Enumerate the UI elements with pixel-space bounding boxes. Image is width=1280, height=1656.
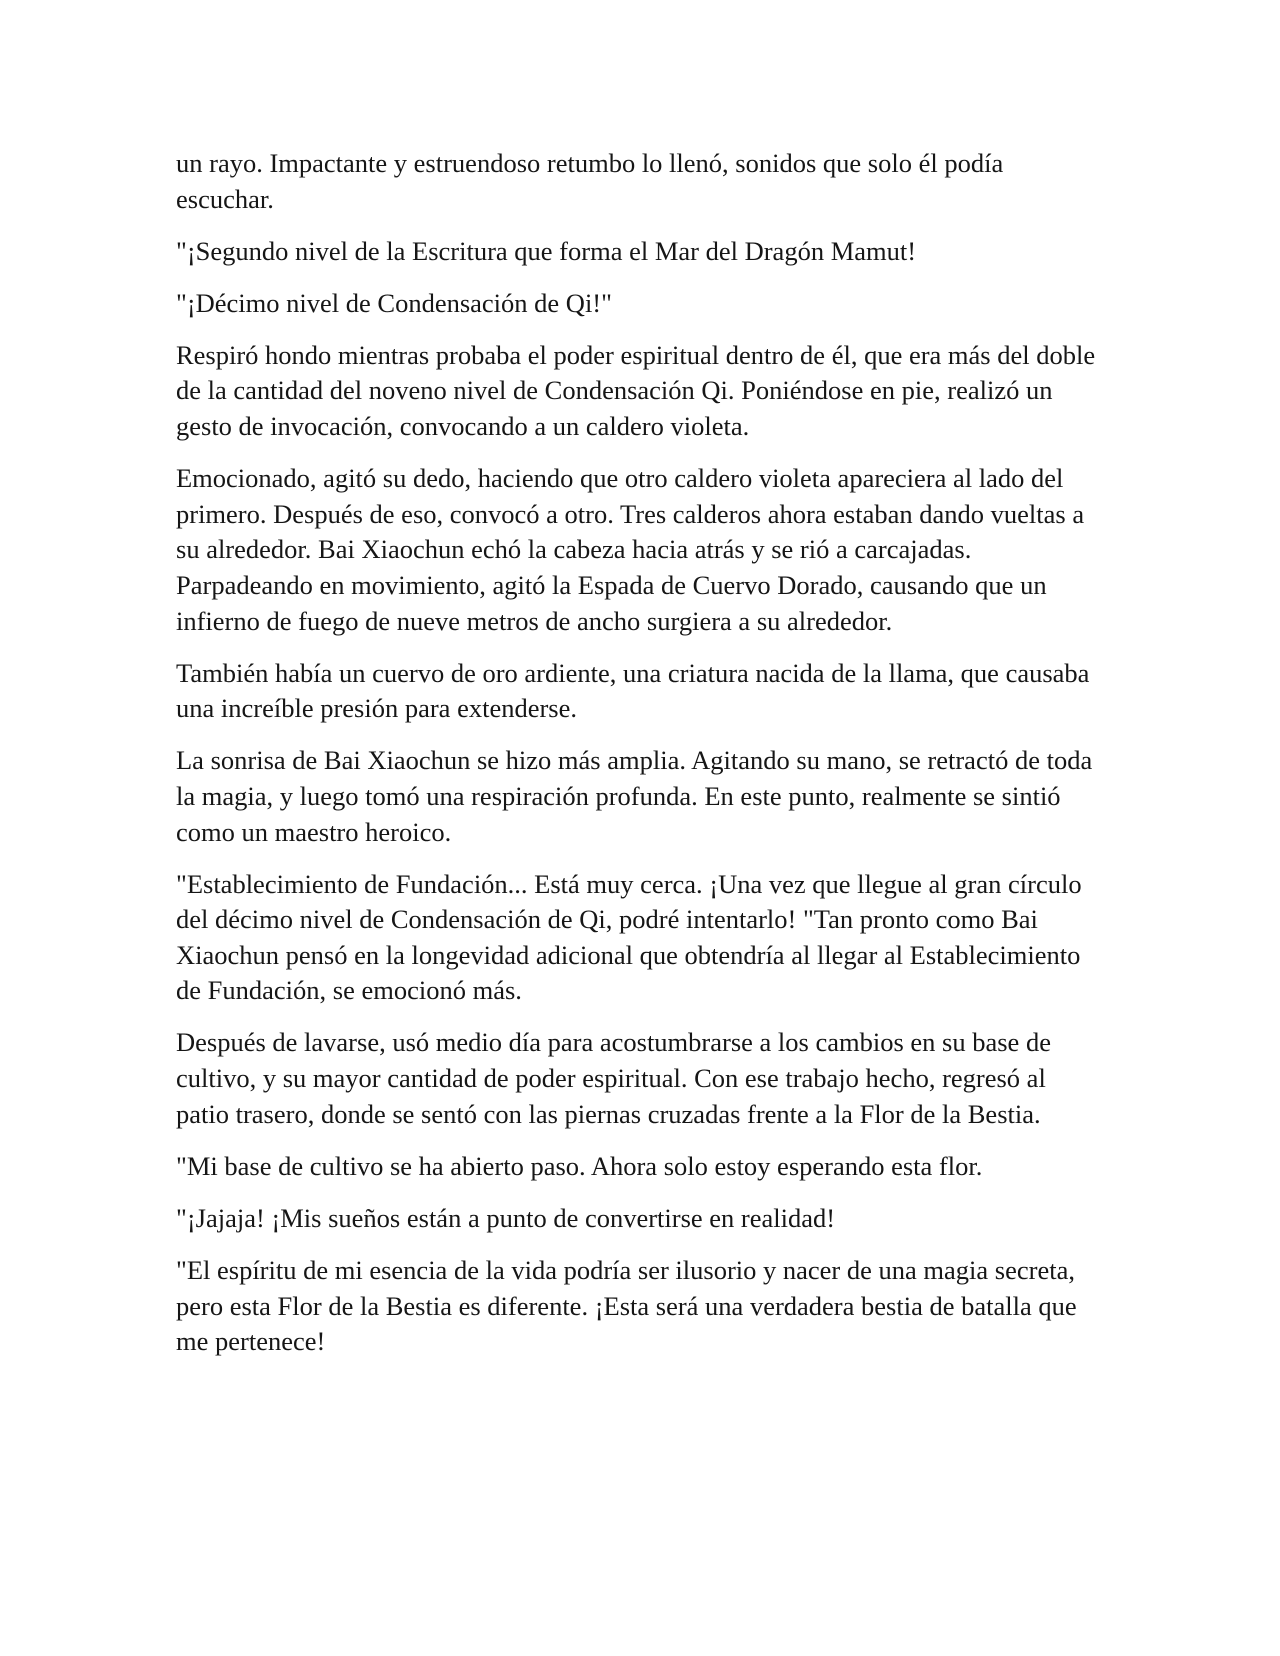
document-page xyxy=(176,146,1104,1376)
paragraph: "Mi base de cultivo se ha abierto paso. Ahora solo estoy esperando esta flor. xyxy=(176,1150,983,1181)
paragraph: También había un cuervo de oro ardiente, una criatura nacida de la llama, que causaba una increíble presión para extenderse. xyxy=(176,657,1090,724)
paragraph: un rayo. Impactante y estruendoso retumbo lo llenó, sonidos que solo él podía escuchar. xyxy=(176,148,1004,214)
paragraph: La sonrisa de Bai Xiaochun se hizo más amplia. Agitando su mano, se retractó de toda la magia, y luego tomó una respiración profunda. En este punto, realmente se sintió como un maestro heroico. xyxy=(176,745,1093,847)
paragraph: "¡Jajaja! ¡Mis sueños están a punto de convertirse en realidad! xyxy=(176,1202,836,1233)
paragraph: Emocionado, agitó su dedo, haciendo que otro caldero violeta apareciera al lado del primero. Después de eso, convocó a otro. Tres calderos ahora estaban dando vueltas a su alrededor. Bai Xiaochun echó la cabeza hacia atrás y se rió a carcajadas. Parpadeando en movimiento, agitó la Espada de Cuervo Dorado, causando que un infierno de fuego de nueve metros de ancho surgiera a su alrededor. xyxy=(176,463,1085,636)
paragraph: "Establecimiento de Fundación... Está muy cerca. ¡Una vez que llegue al gran círculo del décimo nivel de Condensación de Qi, podré intentarlo! "Tan pronto como Bai Xiaochun pensó en la longevidad adicional que obtendría al llegar al Establecimiento de Fundación, se emocionó más. xyxy=(176,868,1082,1006)
paragraph: "¡Segundo nivel de la Escritura que forma el Mar del Dragón Mamut! xyxy=(176,235,917,266)
paragraph: Después de lavarse, usó medio día para acostumbrarse a los cambios en su base de cultivo, y su mayor cantidad de poder espiritual. Con ese trabajo hecho, regresó al patio trasero, donde se sentó con las piernas cruzadas frente a la Flor de la Bestia. xyxy=(176,1027,1051,1129)
paragraph: "¡Décimo nivel de Condensación de Qi!" xyxy=(176,287,612,318)
paragraph: Respiró hondo mientras probaba el poder espiritual dentro de él, que era más del doble de la cantidad del noveno nivel de Condensación Qi. Poniéndose en pie, realizó un gesto de invocación, convocando a un caldero violeta. xyxy=(176,339,1096,442)
paragraph: "El espíritu de mi esencia de la vida podría ser ilusorio y nacer de una magia secreta, pero esta Flor de la Bestia es diferente. ¡Esta será una verdadera bestia de batalla que me pertenece! xyxy=(176,1254,1077,1357)
